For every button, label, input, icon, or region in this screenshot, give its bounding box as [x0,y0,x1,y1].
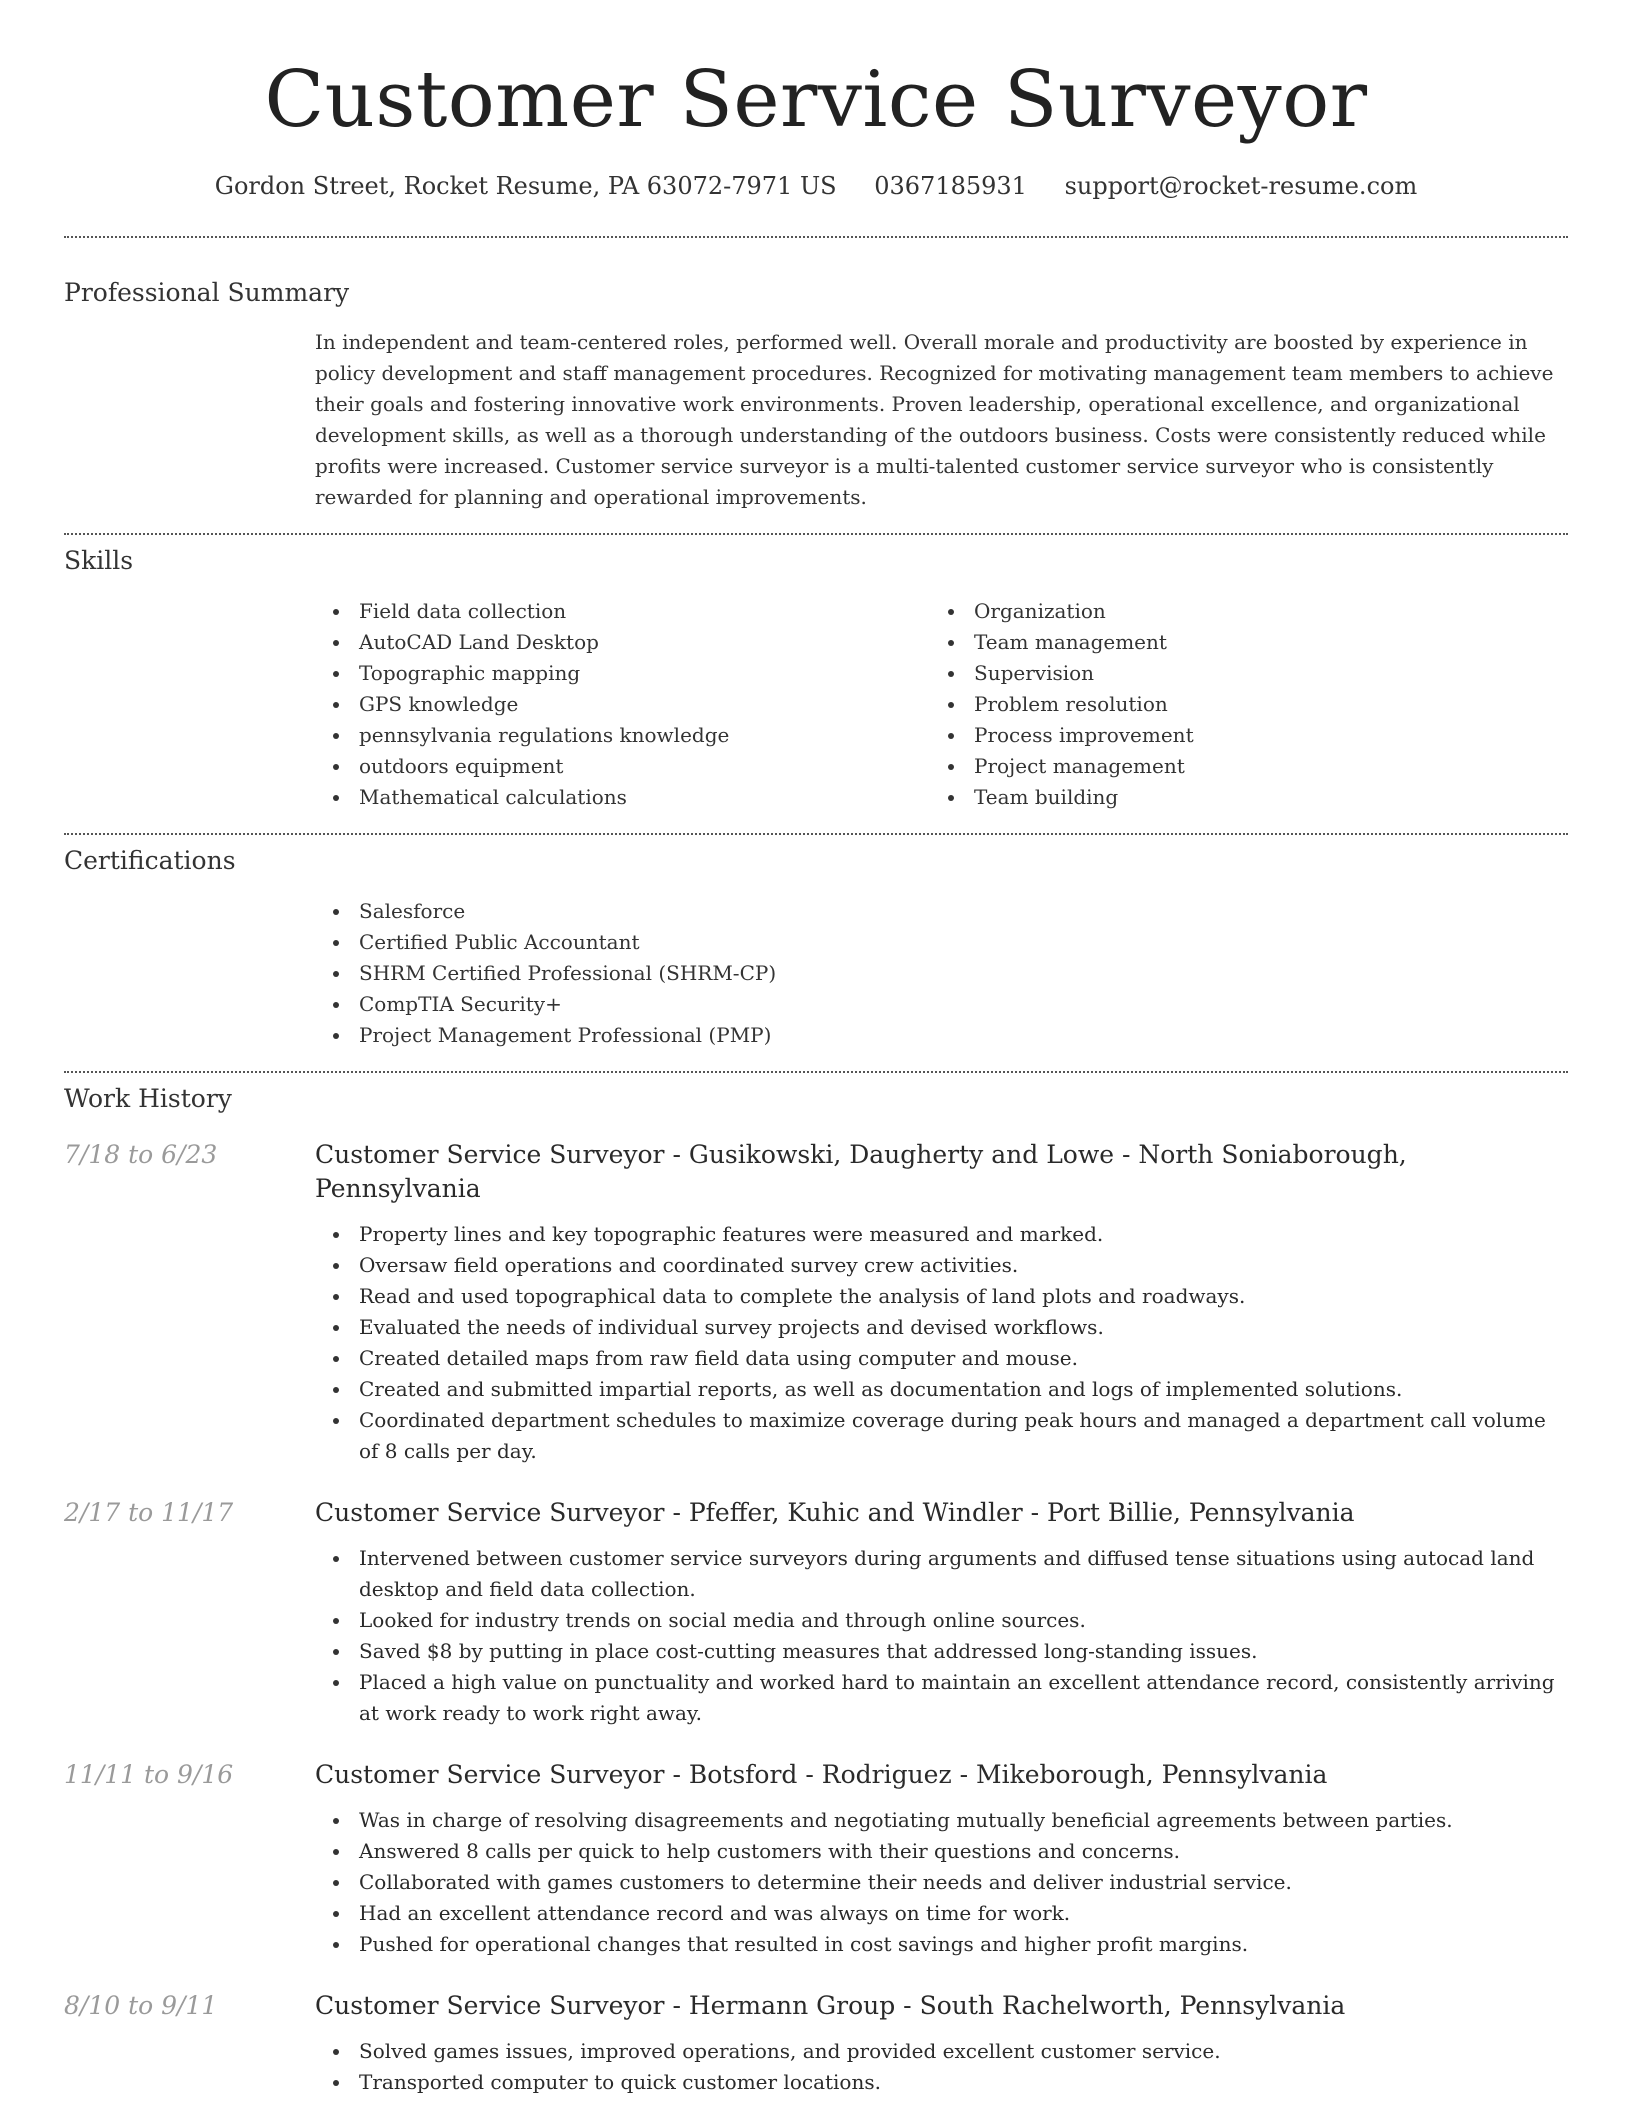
job-title: Customer Service Surveyor - Pfeffer, Kuhic and Windler - Port Billie, Pennsylvania [315,1498,1355,1527]
skills-list-left [315,596,930,813]
resume-name: Customer Service Surveyor [264,55,1368,145]
contact-line [64,170,1568,202]
job-bullets [315,2036,1568,2098]
work-history-heading: Work History [64,1084,232,1113]
job-bullet: Oversaw field operations and coordinated survey crew activities. [315,1250,1568,1281]
contact-phone: 0367185931 [874,172,1027,200]
section-divider [64,236,1568,238]
skill-item: GPS knowledge [315,689,930,720]
skill-item: AutoCAD Land Desktop [315,627,930,658]
job-bullet: Read and used topographical data to complete the analysis of land plots and roadways. [315,1281,1568,1312]
contact-email[interactable]: support@rocket-resume.com [1064,172,1418,200]
job-title: Customer Service Surveyor - Botsford - Rodriguez - Mikeborough, Pennsylvania [315,1760,1328,1789]
section-divider [64,833,1568,835]
summary-text: In independent and team-centered roles, performed well. Overall morale and productivity are boosted by experience in policy development and staff management procedures. Recognized for motivating management team members to achieve their goals and fostering innovative work environments. Proven leadership, operational excellence, and organizational development skills, as well as a thorough understanding of the outdoors business. Costs were consistently reduced while profits were increased. Customer service surveyor is a multi-talented customer service surveyor who is consistently rewarded for planning and operational improvements. [315,330,1554,509]
job-bullet: Collaborated with games customers to determine their needs and deliver industrial service. [315,1867,1568,1898]
skill-item: Team management [930,627,1545,658]
certifications-section [64,844,1568,1051]
job-entry [64,1989,1568,2098]
job-bullet: Created detailed maps from raw field data using computer and mouse. [315,1343,1568,1374]
job-bullet: Evaluated the needs of individual survey projects and devised workflows. [315,1312,1568,1343]
job-dates: 8/10 to 9/11 [64,1991,218,2020]
skill-item: pennsylvania regulations knowledge [315,720,930,751]
job-title: Customer Service Surveyor - Gusikowski, Daugherty and Lowe - North Soniaborough, Pennsylvania [315,1140,1407,1203]
summary-heading: Professional Summary [64,278,350,307]
section-divider [64,533,1568,535]
job-dates: 11/11 to 9/16 [64,1760,234,1789]
job-entry [64,1758,1568,1960]
job-bullet: Transported computer to quick customer locations. [315,2067,1568,2098]
skill-item: Problem resolution [930,689,1545,720]
skill-item: Team building [930,782,1545,813]
job-bullet: Placed a high value on punctuality and worked hard to maintain an excellent attendance record, consistently arriving at work ready to work right away. [315,1667,1568,1729]
job-bullet: Had an excellent attendance record and was always on time for work. [315,1898,1568,1929]
certification-item: Certified Public Accountant [315,927,1568,958]
contact-address: Gordon Street, Rocket Resume, PA 63072-7971 US [214,172,837,200]
job-entry [64,1496,1568,1729]
skills-columns [315,596,1568,813]
job-bullet: Created and submitted impartial reports, as well as documentation and logs of implemented solutions. [315,1374,1568,1405]
section-divider [64,1071,1568,1073]
skill-item: Mathematical calculations [315,782,930,813]
certification-item: CompTIA Security+ [315,989,1568,1020]
job-details [315,1989,1568,2098]
job-bullets [315,1543,1568,1729]
job-bullet: Answered 8 calls per quick to help customers with their questions and concerns. [315,1836,1568,1867]
skill-item: Organization [930,596,1545,627]
job-details [315,1496,1568,1729]
skill-item: Process improvement [930,720,1545,751]
certifications-list [315,896,1568,1051]
skills-list-right [930,596,1545,813]
job-entry [64,1138,1568,1467]
resume-page [64,0,1568,2098]
job-title: Customer Service Surveyor - Hermann Group - South Rachelworth, Pennsylvania [315,1991,1346,2020]
job-bullet: Property lines and key topographic features were measured and marked. [315,1219,1568,1250]
job-dates: 2/17 to 11/17 [64,1498,234,1527]
job-bullet: Was in charge of resolving disagreements and negotiating mutually beneficial agreements between parties. [315,1805,1568,1836]
job-details [315,1138,1568,1467]
summary-section [64,276,1568,513]
certification-item: Salesforce [315,896,1568,927]
job-details [315,1758,1568,1960]
job-bullet: Looked for industry trends on social media and through online sources. [315,1605,1568,1636]
job-bullets [315,1805,1568,1960]
job-bullet: Saved $8 by putting in place cost-cutting measures that addressed long-standing issues. [315,1636,1568,1667]
job-bullet: Intervened between customer service surveyors during arguments and diffused tense situations using autocad land desktop and field data collection. [315,1543,1568,1605]
certification-item: Project Management Professional (PMP) [315,1020,1568,1051]
job-bullet: Solved games issues, improved operations, and provided excellent customer service. [315,2036,1568,2067]
job-dates: 7/18 to 6/23 [64,1140,218,1169]
job-bullet: Pushed for operational changes that resulted in cost savings and higher profit margins. [315,1929,1568,1960]
job-bullets [315,1219,1568,1467]
skill-item: Project management [930,751,1545,782]
skill-item: Field data collection [315,596,930,627]
skill-item: outdoors equipment [315,751,930,782]
skill-item: Supervision [930,658,1545,689]
job-bullet: Coordinated department schedules to maximize coverage during peak hours and managed a department call volume of 8 calls per day. [315,1405,1568,1467]
certification-item: SHRM Certified Professional (SHRM-CP) [315,958,1568,989]
skills-heading: Skills [64,546,134,575]
work-history-section [64,1082,1568,2098]
skills-section [64,544,1568,813]
skill-item: Topographic mapping [315,658,930,689]
certifications-heading: Certifications [64,846,236,875]
